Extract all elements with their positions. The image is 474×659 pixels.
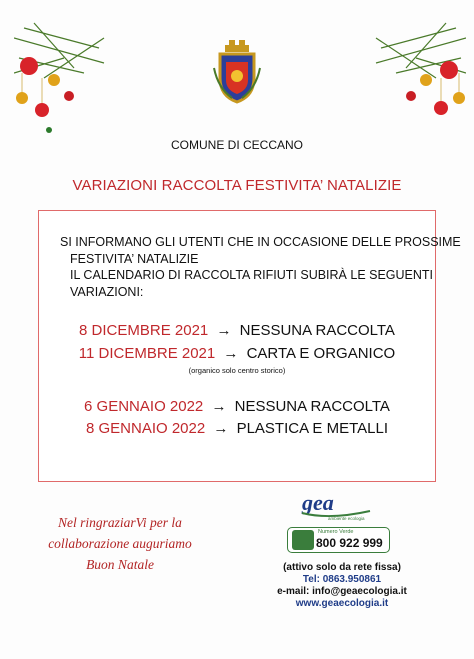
notice-text (60, 234, 461, 300)
municipality-name: COMUNE DI CECCANO (170, 138, 303, 152)
schedule-date: 11 DICEMBRE 2021 (78, 345, 216, 362)
closing-line-2: collaborazione auguriamo (48, 536, 192, 551)
page-title: VARIAZIONI RACCOLTA FESTIVITA’ NATALIZIE (72, 177, 402, 194)
closing-line-1: Nel ringraziarVi per la (58, 515, 182, 530)
arrow-right-icon: → (211, 398, 227, 415)
christmas-ornaments-right-icon (371, 18, 466, 133)
schedule-date: 6 GENNAIO 2022 (84, 398, 204, 415)
arrow-right-icon: → (213, 420, 229, 437)
schedule-row (0, 398, 474, 415)
schedule-change: PLASTICA E METALLI (236, 420, 389, 437)
arrow-right-icon: → (223, 345, 239, 362)
organic-note: (organico solo centro storico) (188, 366, 286, 375)
numero-verde-label: Numero Verde (318, 529, 354, 535)
telephone: Tel: 0863.950861 (302, 574, 382, 585)
schedule-change: NESSUNA RACCOLTA (239, 322, 395, 339)
email: e-mail: info@geaecologia.it (277, 586, 407, 597)
notice-line-4: VARIAZIONI: (70, 284, 144, 299)
notice-line-3: IL CALENDARIO DI RACCOLTA RIFIUTI SUBIRÀ LE SEGUENTI (70, 268, 434, 282)
logo-subtitle: ambiente ecologia (328, 516, 365, 521)
closing-line-3: Buon Natale (86, 557, 154, 572)
schedule-change: NESSUNA RACCOLTA (234, 398, 390, 415)
schedule-row (0, 345, 474, 362)
schedule-row (0, 420, 474, 437)
notice-line-1: SI INFORMANO GLI UTENTI CHE IN OCCASIONE DELLE PROSSIME (60, 235, 461, 249)
phone-note: (attivo solo da rete fissa) (283, 562, 401, 573)
schedule-date: 8 DICEMBRE 2021 (79, 322, 209, 339)
municipality-crest-icon (212, 38, 262, 104)
schedule-change: CARTA E ORGANICO (246, 345, 396, 362)
schedule-date: 8 GENNAIO 2022 (85, 420, 206, 437)
phone-badge-icon (292, 530, 314, 550)
notice-line-2: FESTIVITA’ NATALIZIE (70, 251, 199, 266)
christmas-ornaments-left-icon (14, 18, 109, 133)
gea-logo (300, 490, 380, 522)
schedule-row (0, 322, 474, 339)
contact-info (262, 562, 422, 610)
logo-text: gea (302, 490, 334, 515)
toll-free-number: 800 922 999 (316, 536, 383, 550)
arrow-right-icon: → (216, 322, 232, 339)
toll-free-number-box (287, 527, 390, 553)
website: www.geaecologia.it (295, 598, 389, 609)
closing-message (30, 512, 210, 575)
